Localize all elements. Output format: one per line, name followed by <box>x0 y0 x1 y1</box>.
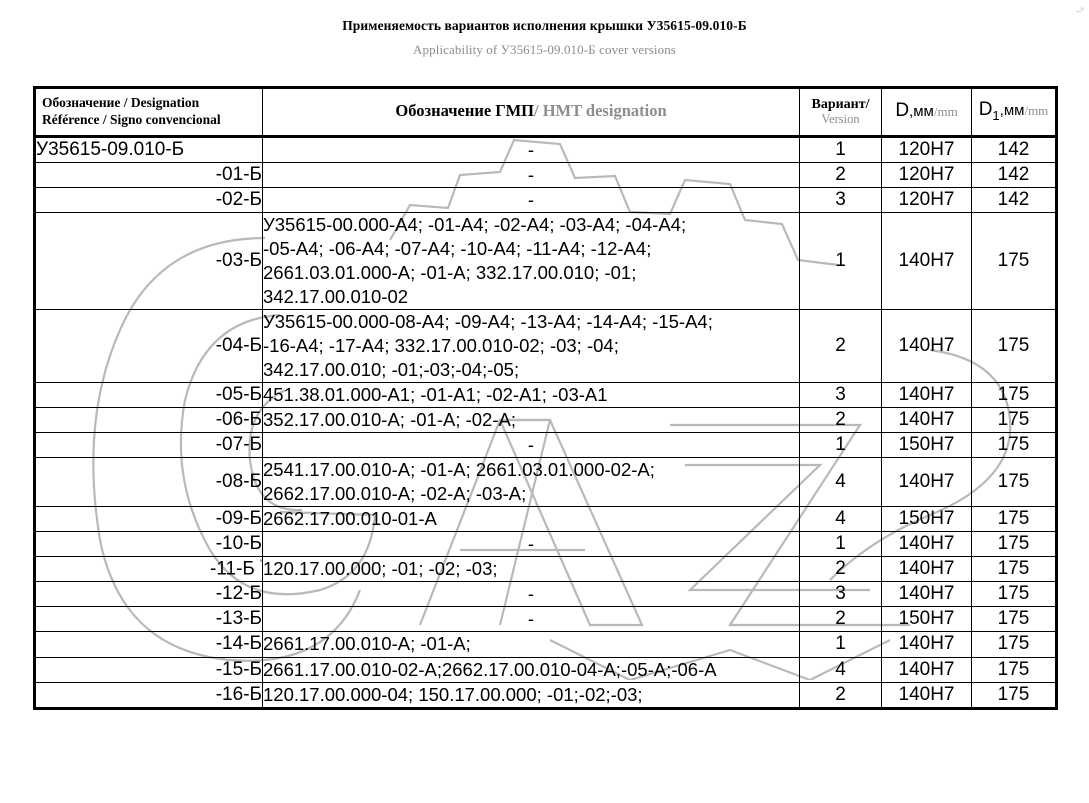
cell-gmp-designation <box>263 458 800 507</box>
table-row <box>35 162 1057 187</box>
cell-gmp-designation <box>263 212 800 309</box>
cell-version: 2 <box>800 682 882 708</box>
cell-diameter-d1: 175 <box>972 557 1057 582</box>
header-gmp <box>263 88 800 137</box>
cell-gmp-designation <box>263 187 800 212</box>
corner-artifact-mark: ⌐° <box>1076 6 1083 16</box>
table-row <box>35 309 1057 382</box>
table-row <box>35 557 1057 582</box>
header-d1-symbol: D <box>978 99 993 121</box>
gmp-line: У35615-00.000-А4; -01-А4; -02-А4; -03-А4; -04-А4; <box>263 213 687 235</box>
cell-designation: -10-Б <box>35 532 263 557</box>
cell-diameter-d1: 175 <box>972 507 1057 532</box>
cell-designation: -02-Б <box>35 187 263 212</box>
cell-designation: -03-Б <box>35 212 263 309</box>
header-version-ru: Вариант/ <box>811 96 870 112</box>
cell-version: 4 <box>800 657 882 682</box>
cell-designation: -08-Б <box>35 458 263 507</box>
cell-version: 1 <box>800 433 882 458</box>
gmp-line: -05-А4; -06-А4; -07-А4; -10-А4; -11-А4; -12-А4; <box>263 237 652 259</box>
cell-gmp-designation <box>263 408 800 433</box>
cell-version: 3 <box>800 383 882 408</box>
table-row <box>35 212 1057 309</box>
gmp-line: - <box>527 533 535 555</box>
cell-diameter-d1: 175 <box>972 607 1057 632</box>
header-gmp-en: / HMT designation <box>533 101 667 121</box>
gmp-line: 2541.17.00.010-А; -01-А; 2661.03.01.000-02-А; <box>263 459 655 481</box>
cell-diameter-d1: 175 <box>972 408 1057 433</box>
cell-gmp-designation <box>263 682 800 708</box>
cell-diameter-d1: 142 <box>972 162 1057 187</box>
cell-diameter-d1: 175 <box>972 458 1057 507</box>
cell-gmp-designation <box>263 632 800 657</box>
header-d-unit-ru: ,мм <box>909 103 934 121</box>
cell-diameter-d1: 142 <box>972 187 1057 212</box>
cell-gmp-designation <box>263 607 800 632</box>
table-header-row <box>35 88 1057 137</box>
gmp-line: 120.17.00.000-04; 150.17.00.000; -01;-02;-03; <box>263 683 643 705</box>
cell-designation: -06-Б <box>35 408 263 433</box>
table-row <box>35 458 1057 507</box>
cell-version: 4 <box>800 458 882 507</box>
gmp-line: - <box>527 583 535 605</box>
cell-version: 1 <box>800 136 882 162</box>
cell-designation: -11-Б ' <box>35 557 263 582</box>
gmp-line: - <box>527 138 535 160</box>
cell-designation: -07-Б <box>35 433 263 458</box>
cell-diameter-d: 140H7 <box>882 582 972 607</box>
header-d-unit-en: /mm <box>933 104 958 120</box>
cell-designation: -13-Б <box>35 607 263 632</box>
cell-gmp-designation <box>263 309 800 382</box>
cell-gmp-designation <box>263 162 800 187</box>
gmp-line: - <box>527 608 535 630</box>
table-row <box>35 657 1057 682</box>
header-diameter-d1 <box>972 88 1057 137</box>
header-d1-unit-ru: ,мм <box>999 102 1025 120</box>
cell-diameter-d: 120H7 <box>882 136 972 162</box>
cell-diameter-d: 140H7 <box>882 383 972 408</box>
table-row <box>35 507 1057 532</box>
gmp-line: 2662.17.00.010-А; -02-А; -03-А; <box>263 483 527 505</box>
cell-version: 3 <box>800 187 882 212</box>
header-diameter-d <box>882 88 972 137</box>
cell-diameter-d1: 175 <box>972 212 1057 309</box>
cell-gmp-designation <box>263 383 800 408</box>
cell-diameter-d: 140H7 <box>882 532 972 557</box>
cell-diameter-d1: 175 <box>972 632 1057 657</box>
cell-diameter-d: 140H7 <box>882 557 972 582</box>
gmp-line: 451.38.01.000-А1; -01-А1; -02-А1; -03-А1 <box>263 384 608 405</box>
cell-diameter-d: 140H7 <box>882 458 972 507</box>
cell-gmp-designation <box>263 136 800 162</box>
table-row <box>35 682 1057 708</box>
cell-version: 1 <box>800 532 882 557</box>
header-version <box>800 88 882 137</box>
cell-version: 2 <box>800 607 882 632</box>
cell-designation: -01-Б <box>35 162 263 187</box>
cell-version: 3 <box>800 582 882 607</box>
cell-version: 2 <box>800 162 882 187</box>
cell-version: 1 <box>800 212 882 309</box>
gmp-line: 342.17.00.010; -01;-03;-04;-05; <box>263 358 520 380</box>
header-gmp-ru: Обозначение ГМП <box>395 101 534 121</box>
table-row <box>35 136 1057 162</box>
cell-gmp-designation <box>263 532 800 557</box>
title-block <box>0 0 1089 58</box>
cell-designation: -05-Б <box>35 383 263 408</box>
page-title: Применяемость вариантов исполнения крышки У35615-09.010-Б <box>342 18 747 33</box>
cell-diameter-d: 140H7 <box>882 212 972 309</box>
gmp-line: - <box>527 188 535 210</box>
table-row <box>35 607 1057 632</box>
page-subtitle: Applicability of У35615-09.010-Б cover versions <box>413 42 676 57</box>
cell-diameter-d: 120H7 <box>882 187 972 212</box>
gmp-line: - <box>527 163 535 185</box>
table-row <box>35 408 1057 433</box>
cell-diameter-d1: 142 <box>972 136 1057 162</box>
cell-version: 1 <box>800 632 882 657</box>
spec-table-container <box>33 86 1055 710</box>
gmp-line: -16-А4; -17-А4; 332.17.00.010-02; -03; -04; <box>263 334 619 356</box>
cell-diameter-d: 140H7 <box>882 632 972 657</box>
cell-diameter-d: 120H7 <box>882 162 972 187</box>
table-row <box>35 187 1057 212</box>
table-row <box>35 532 1057 557</box>
cell-diameter-d: 150H7 <box>882 433 972 458</box>
header-d1-unit-en: /mm <box>1024 103 1049 119</box>
table-row <box>35 582 1057 607</box>
cell-gmp-designation <box>263 657 800 682</box>
cell-gmp-designation <box>263 557 800 582</box>
cell-gmp-designation <box>263 433 800 458</box>
cell-gmp-designation <box>263 507 800 532</box>
cell-diameter-d1: 175 <box>972 682 1057 708</box>
cell-diameter-d: 140H7 <box>882 682 972 708</box>
header-version-en: Version <box>821 111 860 126</box>
gmp-line: У35615-00.000-08-А4; -09-А4; -13-А4; -14-А4; -15-А4; <box>263 310 713 332</box>
cell-designation: У35615-09.010-Б <box>35 136 263 162</box>
header-designation-ru: Обозначение / Designation <box>42 95 200 110</box>
gmp-line: 2662.17.00.010-01-А <box>263 508 437 530</box>
cell-diameter-d: 140H7 <box>882 408 972 433</box>
cell-diameter-d: 150H7 <box>882 507 972 532</box>
cell-version: 2 <box>800 557 882 582</box>
cell-diameter-d: 140H7 <box>882 657 972 682</box>
gmp-line: 2661.03.01.000-А; -01-А; 332.17.00.010; -01; <box>263 261 637 283</box>
table-row <box>35 632 1057 657</box>
gmp-line: 352.17.00.010-А; -01-А; -02-А; <box>263 409 516 431</box>
gmp-line: 2661.17.00.010-А; -01-А; <box>263 633 471 655</box>
applicability-table <box>33 86 1058 710</box>
designation-tick-artifact: ' <box>259 558 262 571</box>
gmp-line: - <box>527 434 535 456</box>
cell-diameter-d1: 175 <box>972 657 1057 682</box>
gmp-line: 342.17.00.010-02 <box>263 285 409 307</box>
table-row <box>35 433 1057 458</box>
cell-version: 2 <box>800 309 882 382</box>
cell-diameter-d1: 175 <box>972 433 1057 458</box>
cell-gmp-designation <box>263 582 800 607</box>
header-d-symbol: D <box>895 100 910 122</box>
cell-version: 2 <box>800 408 882 433</box>
cell-version: 4 <box>800 507 882 532</box>
cell-designation: -15-Б <box>35 657 263 682</box>
header-d1-subscript: 1 <box>992 108 1000 124</box>
gmp-line: 120.17.00.000; -01; -02; -03; <box>263 558 498 580</box>
header-designation <box>35 88 263 137</box>
gmp-line: 2661.17.00.010-02-А;2662.17.00.010-04-А;-05-А;-06-А <box>263 658 717 680</box>
cell-diameter-d: 140H7 <box>882 309 972 382</box>
table-body <box>35 136 1057 708</box>
cell-diameter-d1: 175 <box>972 383 1057 408</box>
cell-designation: -04-Б <box>35 309 263 382</box>
cell-diameter-d1: 175 <box>972 309 1057 382</box>
cell-designation: -14-Б <box>35 632 263 657</box>
cell-diameter-d1: 175 <box>972 532 1057 557</box>
header-designation-fr: Référence / Signo convencional <box>42 112 221 128</box>
cell-diameter-d: 150H7 <box>882 607 972 632</box>
cell-designation: -12-Б <box>35 582 263 607</box>
table-row <box>35 383 1057 408</box>
cell-designation: -16-Б <box>35 682 263 708</box>
cell-diameter-d1: 175 <box>972 582 1057 607</box>
cell-designation: -09-Б <box>35 507 263 532</box>
